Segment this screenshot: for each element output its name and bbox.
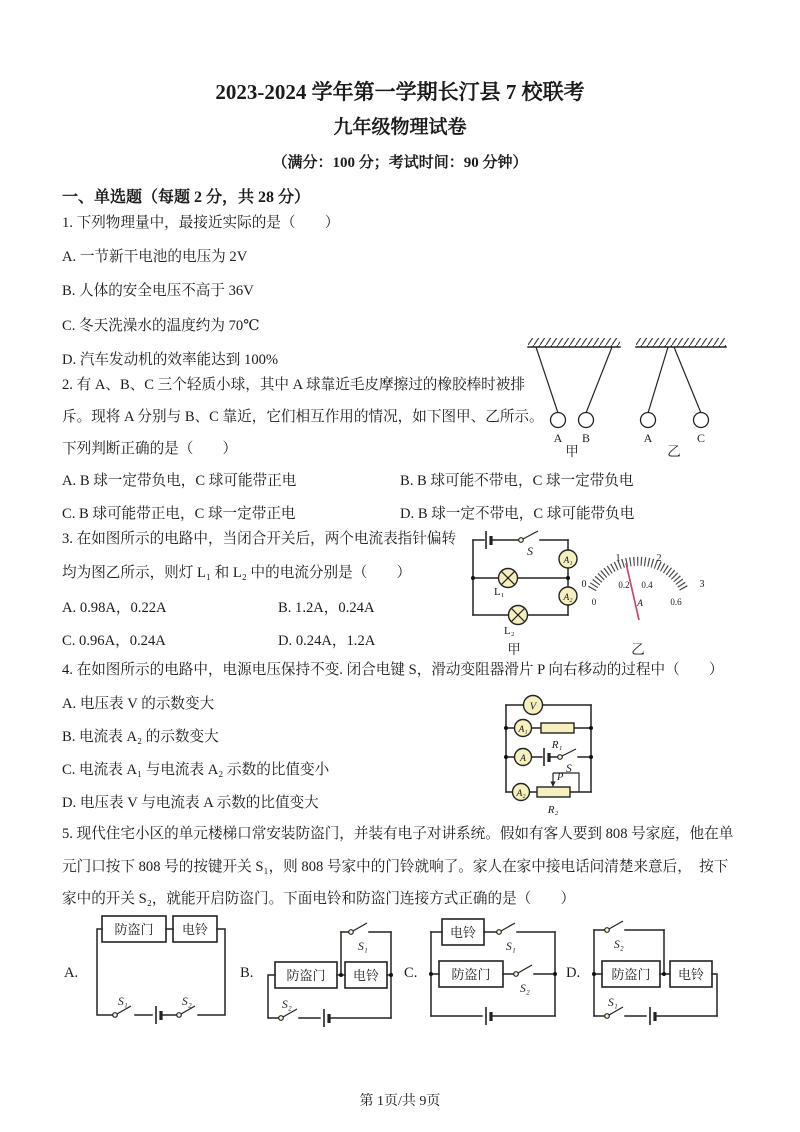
q3-circuit-figure — [456, 528, 580, 658]
q5-stem-line1: 5. 现代住宅小区的单元楼梯口常安装防盗门，并装有电子对讲系统。假如有客人要到 808 号家庭，他在单 — [62, 826, 734, 842]
q2-option-a: A. B 球一定带负电，C 球可能带正电 — [62, 473, 297, 489]
switch-s1-icon — [349, 923, 367, 934]
ball-c-label: C — [696, 431, 706, 445]
q1-option-d: D. 汽车发动机的效率能达到 100% — [62, 352, 279, 368]
r1-label: R₁ — [551, 739, 563, 751]
switch-icon — [519, 531, 538, 542]
ball-c-icon — [694, 413, 709, 428]
s2-label: S₂ — [520, 983, 530, 995]
voltmeter-label: V — [529, 701, 537, 713]
outer-tick-2: 2 — [656, 553, 662, 564]
q2-option-c: C. B 球可能带正电，C 球一定带正电 — [62, 506, 296, 522]
q2-stem-line3: 下列判断正确的是（ ） — [62, 441, 238, 457]
q1-option-a: A. 一节新干电池的电压为 2V — [62, 249, 248, 265]
q5-circuit-d — [584, 910, 726, 1032]
caption-yi: 乙 — [631, 642, 645, 657]
s2-label: S₂ — [614, 939, 624, 951]
q1-stem: 1. 下列物理量中，最接近实际的是（ ） — [62, 215, 340, 231]
r2-label: R₂ — [547, 804, 559, 816]
q4-circuit-figure — [494, 692, 632, 830]
q2-option-b: B. B 球可能不带电，C 球一定带负电 — [400, 473, 634, 489]
ball-b-label: B — [581, 431, 591, 445]
exam-subtitle: 九年级物理试卷 — [333, 117, 467, 138]
bell-label: 电铃 — [449, 925, 477, 940]
inner-tick-04: 0.4 — [641, 580, 653, 590]
battery-icon — [486, 531, 491, 549]
q2-stem-line2: 斥。现将 A 分别与 B、C 靠近，它们相互作用的情况，如下图甲、乙所示。 — [62, 409, 544, 425]
q5-circuit-c — [422, 910, 564, 1032]
string — [536, 347, 558, 413]
door-label: 防盗门 — [451, 967, 491, 982]
q2-stem-line1: 2. 有 A、B、C 三个轻质小球，其中 A 球靠近毛皮摩擦过的橡胶棒时被排 — [62, 377, 525, 393]
outer-tick-0: 0 — [581, 579, 587, 590]
q1-option-c: C. 冬天洗澡水的温度约为 70℃ — [62, 318, 260, 334]
q5-circuit-d-label: D. — [566, 965, 581, 981]
q2-pendulum-figure — [516, 336, 741, 458]
ammeter1-label: A₁ — [563, 556, 573, 566]
s1-label: S₁ — [506, 941, 516, 953]
q5-circuit-a-label: A. — [64, 965, 79, 981]
slider-p-label: P — [557, 772, 564, 783]
meter-unit-label: A — [637, 599, 643, 609]
lamp2-label: L₂ — [504, 625, 515, 637]
q5-stem-line3: 家中的开关 S₂，就能开启防盗门。下面电铃和防盗门连接方式正确的是（ ） — [62, 891, 576, 907]
battery-icon — [544, 748, 549, 766]
ball-a-label: A — [643, 431, 653, 445]
outer-tick-3: 3 — [699, 579, 705, 590]
caption-jia: 甲 — [507, 642, 521, 657]
meter-needle — [626, 563, 639, 620]
exam-title: 2023-2024 学年第一学期长汀县 7 校联考 — [215, 80, 585, 104]
s2-label: S₂ — [182, 996, 192, 1008]
s2-label: S₂ — [282, 999, 292, 1011]
ammeter2-label: A₂ — [563, 593, 573, 603]
meter-tick-band — [592, 561, 684, 589]
q4-option-a: A. 电压表 V 的示数变大 — [62, 696, 215, 712]
ceiling-hatch — [636, 338, 726, 347]
inner-tick-0: 0 — [591, 597, 597, 607]
battery-icon — [156, 1006, 161, 1024]
door-label: 防盗门 — [611, 967, 651, 982]
inner-tick-02: 0.2 — [618, 580, 630, 590]
inner-tick-06: 0.6 — [670, 597, 682, 607]
exam-meta: （满分：100 分；考试时间：90 分钟） — [272, 155, 528, 171]
q4-option-d: D. 电压表 V 与电流表 A 示数的比值变大 — [62, 795, 319, 811]
ammeter2-label: A₂ — [516, 789, 526, 799]
caption-yi: 乙 — [667, 444, 681, 459]
q5-circuit-a — [92, 910, 232, 1032]
caption-jia: 甲 — [565, 444, 579, 459]
q5-circuit-b — [260, 910, 400, 1032]
q4-option-c: C. 电流表 A₁ 与电流表 A₂ 示数的比值变小 — [62, 762, 330, 778]
battery-icon — [324, 1009, 329, 1027]
string — [674, 347, 701, 413]
q3-option-c: C. 0.96A，0.24A — [62, 633, 166, 649]
ball-b-icon — [579, 413, 594, 428]
door-label: 防盗门 — [114, 922, 154, 937]
page-indicator: 第 1页/共 9页 — [359, 1094, 441, 1109]
switch-s2-icon — [514, 965, 532, 976]
q5-circuit-b-label: B. — [240, 965, 254, 981]
section-heading: 一、单选题（每题 2 分，共 28 分） — [62, 189, 311, 206]
lamp2-icon — [509, 606, 528, 625]
bell-label: 电铃 — [677, 967, 705, 982]
bell-label: 电铃 — [181, 922, 209, 937]
ceiling-hatch — [528, 338, 620, 347]
battery-icon — [650, 1007, 655, 1025]
q4-stem: 4. 在如图所示的电路中，电源电压保持不变. 闭合电键 S，滑动变阻器滑片 P 向右移动的过程中（ ） — [62, 662, 724, 678]
door-label: 防盗门 — [286, 968, 326, 983]
q4-option-b: B. 电流表 A₂ 的示数变大 — [62, 729, 219, 745]
ball-a-icon — [551, 413, 566, 428]
lamp1-label: L₁ — [494, 586, 505, 598]
ball-a-icon — [641, 413, 656, 428]
outer-tick-1: 1 — [615, 553, 621, 564]
circuit-wires — [471, 540, 573, 615]
circuit-wires — [504, 705, 593, 792]
q3-stem-line1: 3. 在如图所示的电路中，当闭合开关后，两个电流表指针偏转 — [62, 531, 457, 547]
q1-option-b: B. 人体的安全电压不高于 36V — [62, 283, 254, 299]
ammeter-label: A — [520, 754, 526, 764]
switch-s1-icon — [497, 923, 515, 934]
resistor-r1-icon — [541, 723, 574, 733]
q5-circuit-c-label: C. — [404, 965, 418, 981]
q2-option-d: D. B 球一定不带电，C 球可能带负电 — [400, 506, 635, 522]
s1-label: S₁ — [608, 997, 618, 1009]
lamp1-icon — [499, 569, 518, 588]
q3-option-b: B. 1.2A，0.24A — [278, 600, 375, 616]
pendulum-jia — [528, 338, 620, 459]
battery-icon — [486, 1007, 491, 1025]
pendulum-yi — [636, 338, 726, 459]
s1-label: S₁ — [118, 996, 128, 1008]
switch-label: S — [527, 544, 533, 558]
q3-option-a: A. 0.98A，0.22A — [62, 600, 167, 616]
switch-label: S — [566, 763, 572, 775]
bell-label: 电铃 — [352, 968, 380, 983]
switch-s2-icon — [605, 921, 623, 932]
string — [586, 347, 612, 413]
q3-option-d: D. 0.24A，1.2A — [278, 633, 376, 649]
s1-label: S₁ — [358, 941, 368, 953]
ball-a-label: A — [553, 431, 563, 445]
q3-meter-figure — [578, 532, 740, 662]
q3-stem-line2: 均为图乙所示，则灯 L₁ 和 L₂ 中的电流分别是（ ） — [62, 565, 412, 581]
ammeter1-label: A₁ — [518, 725, 528, 735]
q5-stem-line2: 元门口按下 808 号的按键开关 S₁，则 808 号家中的门铃就响了。家人在家中接电话问清楚来意后， 按下 — [62, 859, 729, 875]
string — [648, 347, 668, 413]
